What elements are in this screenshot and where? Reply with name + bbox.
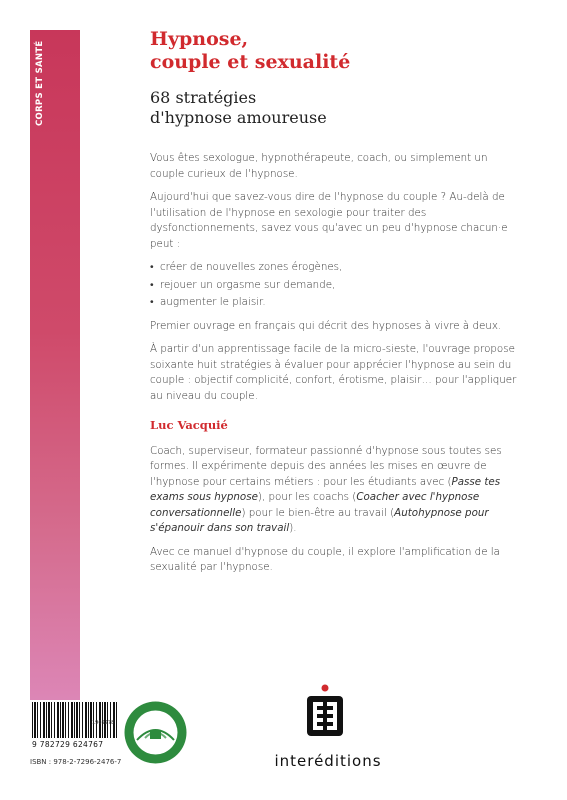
collection-label: CORPS ET SANTÉ xyxy=(35,40,45,126)
intro-paragraph-2: Aujourd'hui que savez-vous dire de l'hypnose du couple ? Au-delà de l'utilisation de l'hypnose en sexologie pour traiter des dysfonctionnements, savez vous qu'avec un peu d'hypnose chacun·e peut : xyxy=(150,191,508,250)
book-title xyxy=(150,28,510,74)
publisher-name: interéditions xyxy=(274,752,382,770)
summary-paragraph-1: Premier ouvrage en français qui décrit des hypnoses à vivre à deux. xyxy=(150,319,502,332)
side-color-band xyxy=(30,30,80,700)
title-line-1: Hypnose, xyxy=(150,28,249,50)
summary-paragraph-2: À partir d'un apprentissage facile de la micro-sieste, l'ouvrage propose soixante huit stratégies à évaluer pour apprécier l'hypnose au sein du couple : objectif complicité, confort, érotisme, plaisir… pour l'appliquer au niveau du couple. xyxy=(150,343,517,402)
book-reference: Autohypnose pour s'épanouir dans son travail xyxy=(150,506,489,534)
title-line-2: couple et sexualité xyxy=(150,51,351,73)
author-bio-paragraph: Coach, superviseur, formateur passionné d'hypnose sous toutes ses formes. Il expérimente depuis des années les mises en œuvre de l'hypnose pour certains métiers : pour les étudiants avec (Passe tes exams sous hypnose), pour les coachs (Coacher avec l'hypnose conversationnelle) pour le bien-être au travail (Autohypnose pour s'épanouir dans son travail). xyxy=(150,444,502,534)
barcode-number: 9 782729 624767 xyxy=(32,740,104,749)
list-item: • rejouer un orgasme sur demande, xyxy=(150,278,517,294)
imprim-vert-stamp-icon xyxy=(123,700,188,765)
back-cover-text xyxy=(150,151,517,584)
intro-paragraph-1: Vous êtes sexologue, hypnothérapeute, coach, ou simplement un couple curieux de l'hypnose. xyxy=(150,152,488,180)
author-name: Luc Vacquié xyxy=(150,418,228,432)
subtitle-line-2: d'hypnose amoureuse xyxy=(150,108,327,127)
book-subtitle xyxy=(150,88,510,128)
book-reference: Coacher avec l'hypnose conversationnelle xyxy=(150,491,480,519)
list-item: • créer de nouvelles zones érogènes, xyxy=(150,260,517,276)
side-code: 1969278 xyxy=(92,720,115,726)
author-bio-paragraph-2: Avec ce manuel d'hypnose du couple, il explore l'amplification de la sexualité par l'hypnose. xyxy=(150,545,500,573)
isbn: ISBN : 978-2-7296-2476-7 xyxy=(30,758,122,766)
subtitle-line-1: 68 stratégies xyxy=(150,88,257,107)
benefit-list xyxy=(150,260,517,311)
book-reference: Passe tes exams sous hypnose xyxy=(150,475,501,503)
interéditions-logo-icon xyxy=(303,684,347,740)
list-item: • augmenter le plaisir. xyxy=(150,295,517,311)
